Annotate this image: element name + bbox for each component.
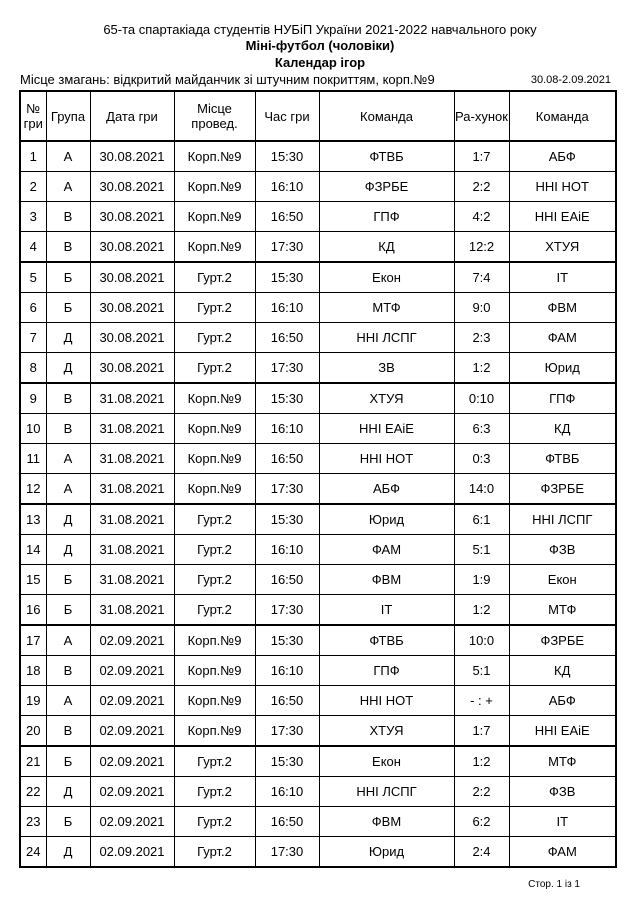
away-team-cell: Екон [509,565,616,595]
game-number-cell: 4 [20,232,46,263]
away-team-cell: АБФ [509,141,616,172]
game-number-cell: 8 [20,353,46,384]
away-team-cell: КД [509,414,616,444]
game-number-cell: 14 [20,535,46,565]
group-cell: А [46,444,90,474]
game-number-cell: 20 [20,716,46,747]
venue-cell: Гурт.2 [174,262,255,293]
score-cell: 1:7 [454,141,509,172]
time-cell: 16:50 [255,202,319,232]
table-row [20,565,616,595]
venue-cell: Гурт.2 [174,777,255,807]
away-team-cell: Юрид [509,353,616,384]
time-cell: 17:30 [255,837,319,868]
game-number-cell: 17 [20,625,46,656]
time-cell: 17:30 [255,353,319,384]
score-cell: 1:9 [454,565,509,595]
away-team-cell: ННІ ЕАіЕ [509,202,616,232]
time-cell: 15:30 [255,746,319,777]
venue-cell: Корп.№9 [174,141,255,172]
away-team-cell: ФТВБ [509,444,616,474]
away-team-cell: ГПФ [509,383,616,414]
table-row [20,686,616,716]
game-number-cell: 16 [20,595,46,626]
score-cell: 4:2 [454,202,509,232]
date-cell: 30.08.2021 [90,293,174,323]
home-team-cell: ФВМ [319,565,454,595]
venue-cell: Корп.№9 [174,202,255,232]
table-row [20,353,616,384]
column-header-time: Час гри [255,91,319,141]
away-team-cell: ФЗРБЕ [509,474,616,505]
home-team-cell: ФВМ [319,807,454,837]
sport-title: Міні-футбол (чоловіки) [245,38,395,53]
score-cell: 2:2 [454,172,509,202]
venue-cell: Гурт.2 [174,535,255,565]
home-team-cell: ННІ НОТ [319,686,454,716]
game-number-cell: 24 [20,837,46,868]
away-team-cell: МТФ [509,746,616,777]
date-cell: 30.08.2021 [90,172,174,202]
venue-cell: Корп.№9 [174,414,255,444]
away-team-cell: ННІ ЛСПГ [509,504,616,535]
time-cell: 16:50 [255,444,319,474]
group-cell: Б [46,807,90,837]
group-cell: В [46,383,90,414]
home-team-cell: ННІ ЛСПГ [319,777,454,807]
venue-cell: Корп.№9 [174,686,255,716]
date-cell: 02.09.2021 [90,746,174,777]
game-number-cell: 22 [20,777,46,807]
score-cell: 6:1 [454,504,509,535]
venue-cell: Корп.№9 [174,474,255,505]
column-header-score: Ра-хунок [454,91,509,141]
home-team-cell: ГПФ [319,656,454,686]
away-team-cell: ФАМ [509,323,616,353]
score-cell: 6:3 [454,414,509,444]
score-cell: 6:2 [454,807,509,837]
date-cell: 02.09.2021 [90,656,174,686]
table-row [20,383,616,414]
away-team-cell: ФЗВ [509,535,616,565]
table-row [20,807,616,837]
date-cell: 02.09.2021 [90,807,174,837]
score-cell: 5:1 [454,535,509,565]
time-cell: 16:50 [255,686,319,716]
group-cell: В [46,202,90,232]
away-team-cell: АБФ [509,686,616,716]
venue-cell: Гурт.2 [174,565,255,595]
time-cell: 16:10 [255,777,319,807]
score-cell: 2:4 [454,837,509,868]
away-team-cell: ФВМ [509,293,616,323]
score-cell: 14:0 [454,474,509,505]
venue-cell: Гурт.2 [174,353,255,384]
time-cell: 17:30 [255,232,319,263]
score-cell: 0:3 [454,444,509,474]
date-cell: 02.09.2021 [90,837,174,868]
table-row [20,837,616,868]
home-team-cell: ФТВБ [319,625,454,656]
game-number-cell: 13 [20,504,46,535]
group-cell: А [46,686,90,716]
schedule-subtitle: Календар ігор [274,55,366,70]
score-cell: 12:2 [454,232,509,263]
home-team-cell: ННІ ЛСПГ [319,323,454,353]
table-row [20,293,616,323]
time-cell: 15:30 [255,625,319,656]
venue-cell: Гурт.2 [174,837,255,868]
away-team-cell: КД [509,656,616,686]
score-cell: 7:4 [454,262,509,293]
venue-cell: Корп.№9 [174,383,255,414]
game-number-cell: 10 [20,414,46,444]
date-cell: 31.08.2021 [90,565,174,595]
table-row [20,656,616,686]
home-team-cell: ХТУЯ [319,716,454,747]
page-number: Стор. 1 із 1 [528,879,580,890]
table-row [20,777,616,807]
column-header-group: Група [46,91,90,141]
date-cell: 31.08.2021 [90,474,174,505]
column-header-team-away: Команда [509,91,616,141]
time-cell: 16:10 [255,172,319,202]
home-team-cell: ННІ НОТ [319,444,454,474]
table-row [20,414,616,444]
game-number-cell: 3 [20,202,46,232]
game-number-cell: 12 [20,474,46,505]
venue-cell: Гурт.2 [174,504,255,535]
venue-cell: Корп.№9 [174,716,255,747]
away-team-cell: ІТ [509,807,616,837]
date-cell: 02.09.2021 [90,625,174,656]
venue-cell: Корп.№9 [174,232,255,263]
group-cell: Д [46,353,90,384]
date-cell: 02.09.2021 [90,777,174,807]
away-team-cell: ФАМ [509,837,616,868]
time-cell: 15:30 [255,504,319,535]
game-number-cell: 7 [20,323,46,353]
venue-cell: Гурт.2 [174,595,255,626]
score-cell: 1:2 [454,595,509,626]
document-title: 65-та спартакіада студентів НУБіП України 2021-2022 навчального року [103,22,537,37]
column-header-game-number: № гри [20,91,46,141]
away-team-cell: ННІ НОТ [509,172,616,202]
away-team-cell: ФЗВ [509,777,616,807]
table-row [20,595,616,626]
score-cell: 2:2 [454,777,509,807]
away-team-cell: ХТУЯ [509,232,616,263]
game-number-cell: 2 [20,172,46,202]
table-row [20,232,616,263]
table-row [20,625,616,656]
table-header-row [20,91,616,141]
venue-cell: Гурт.2 [174,746,255,777]
date-cell: 30.08.2021 [90,141,174,172]
table-row [20,504,616,535]
date-cell: 31.08.2021 [90,383,174,414]
column-header-team-home: Команда [319,91,454,141]
game-number-cell: 15 [20,565,46,595]
score-cell: - : + [454,686,509,716]
date-cell: 31.08.2021 [90,444,174,474]
game-number-cell: 11 [20,444,46,474]
game-number-cell: 9 [20,383,46,414]
group-cell: В [46,716,90,747]
home-team-cell: Юрид [319,837,454,868]
group-cell: Д [46,323,90,353]
time-cell: 15:30 [255,262,319,293]
time-cell: 16:50 [255,323,319,353]
group-cell: В [46,656,90,686]
home-team-cell: ФЗРБЕ [319,172,454,202]
home-team-cell: ФТВБ [319,141,454,172]
group-cell: Б [46,746,90,777]
table-row [20,172,616,202]
date-cell: 31.08.2021 [90,595,174,626]
venue-cell: Гурт.2 [174,807,255,837]
game-number-cell: 23 [20,807,46,837]
group-cell: В [46,414,90,444]
home-team-cell: Юрид [319,504,454,535]
game-number-cell: 19 [20,686,46,716]
score-cell: 9:0 [454,293,509,323]
date-cell: 31.08.2021 [90,535,174,565]
home-team-cell: ГПФ [319,202,454,232]
venue-cell: Корп.№9 [174,625,255,656]
table-row [20,323,616,353]
time-cell: 16:10 [255,535,319,565]
venue-cell: Корп.№9 [174,444,255,474]
game-number-cell: 6 [20,293,46,323]
home-team-cell: МТФ [319,293,454,323]
table-row [20,444,616,474]
away-team-cell: ННІ ЕАіЕ [509,716,616,747]
group-cell: А [46,141,90,172]
time-cell: 15:30 [255,141,319,172]
date-cell: 31.08.2021 [90,504,174,535]
away-team-cell: МТФ [509,595,616,626]
date-cell: 30.08.2021 [90,262,174,293]
venue-text: Місце змагань: відкритий майданчик зі штучним покриттям, корп.№9 [20,72,435,87]
group-cell: А [46,172,90,202]
date-cell: 30.08.2021 [90,323,174,353]
date-cell: 02.09.2021 [90,686,174,716]
home-team-cell: ІТ [319,595,454,626]
date-cell: 30.08.2021 [90,202,174,232]
date-cell: 30.08.2021 [90,232,174,263]
time-cell: 17:30 [255,716,319,747]
date-cell: 30.08.2021 [90,353,174,384]
group-cell: Б [46,565,90,595]
game-number-cell: 21 [20,746,46,777]
venue-cell: Гурт.2 [174,293,255,323]
score-cell: 0:10 [454,383,509,414]
time-cell: 16:10 [255,656,319,686]
away-team-cell: ІТ [509,262,616,293]
time-cell: 16:10 [255,414,319,444]
venue-cell: Гурт.2 [174,323,255,353]
date-range: 30.08-2.09.2021 [530,74,611,86]
home-team-cell: ФАМ [319,535,454,565]
score-cell: 5:1 [454,656,509,686]
score-cell: 1:7 [454,716,509,747]
column-header-venue: Місце провед. [174,91,255,141]
group-cell: А [46,474,90,505]
game-number-cell: 1 [20,141,46,172]
group-cell: Б [46,262,90,293]
column-header-date: Дата гри [90,91,174,141]
date-cell: 31.08.2021 [90,414,174,444]
date-cell: 02.09.2021 [90,716,174,747]
table-row [20,202,616,232]
group-cell: А [46,625,90,656]
group-cell: В [46,232,90,263]
game-number-cell: 18 [20,656,46,686]
home-team-cell: АБФ [319,474,454,505]
time-cell: 17:30 [255,474,319,505]
table-row [20,746,616,777]
score-cell: 1:2 [454,353,509,384]
game-number-cell: 5 [20,262,46,293]
home-team-cell: ННІ ЕАіЕ [319,414,454,444]
home-team-cell: Екон [319,746,454,777]
home-team-cell: ХТУЯ [319,383,454,414]
table-row [20,474,616,505]
time-cell: 16:50 [255,807,319,837]
group-cell: Б [46,293,90,323]
venue-cell: Корп.№9 [174,656,255,686]
home-team-cell: КД [319,232,454,263]
schedule-table [19,90,617,868]
group-cell: Д [46,837,90,868]
table-row [20,141,616,172]
away-team-cell: ФЗРБЕ [509,625,616,656]
home-team-cell: Екон [319,262,454,293]
group-cell: Д [46,777,90,807]
group-cell: Д [46,504,90,535]
home-team-cell: ЗВ [319,353,454,384]
time-cell: 15:30 [255,383,319,414]
time-cell: 16:50 [255,565,319,595]
venue-cell: Корп.№9 [174,172,255,202]
score-cell: 10:0 [454,625,509,656]
group-cell: Д [46,535,90,565]
table-row [20,535,616,565]
time-cell: 16:10 [255,293,319,323]
table-row [20,262,616,293]
time-cell: 17:30 [255,595,319,626]
score-cell: 1:2 [454,746,509,777]
group-cell: Б [46,595,90,626]
table-row [20,716,616,747]
score-cell: 2:3 [454,323,509,353]
